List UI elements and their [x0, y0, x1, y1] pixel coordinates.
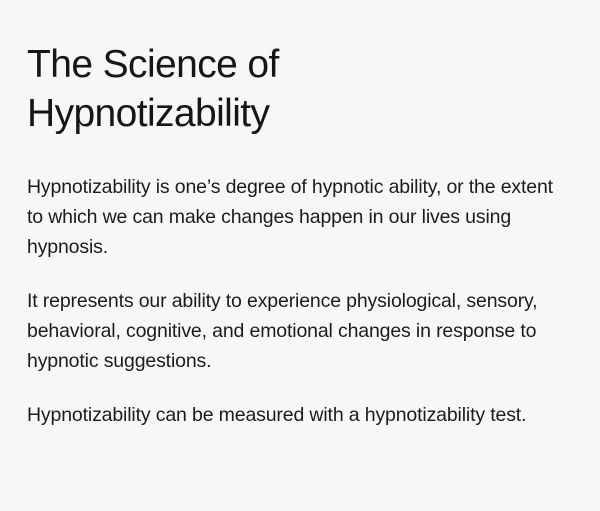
- page-title: The Science of Hypnotizability: [27, 43, 279, 135]
- body-paragraph-1: Hypnotizability is one’s degree of hypnotic ability, or the extent to which we can make changes happen in our lives using hypnosis.: [27, 176, 553, 258]
- body-paragraph-2: It represents our ability to experience physiological, sensory, behavioral, cognitive, and emotional changes in response to hypnotic suggestions.: [27, 290, 538, 372]
- body-paragraph-3: Hypnotizability can be measured with a hypnotizability test.: [27, 404, 527, 426]
